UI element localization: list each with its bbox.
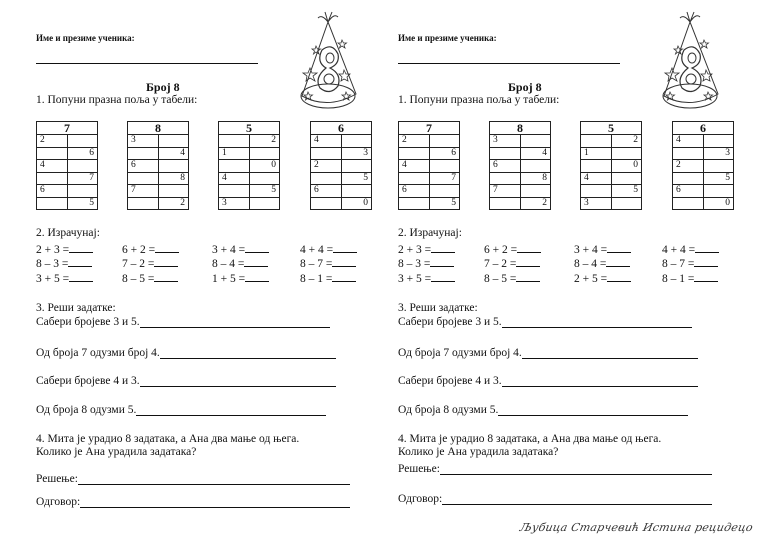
task-4-problem — [36, 433, 376, 459]
equation-text: 1 + 5 = — [212, 273, 246, 285]
solution-label: Решење: — [398, 463, 440, 475]
equation — [122, 243, 179, 256]
table-cell[interactable] — [399, 172, 430, 185]
equation-text: 2 + 5 = — [574, 273, 608, 285]
answer-label: Одговор: — [398, 493, 443, 505]
table-cell: 2 — [673, 160, 704, 173]
table-cell[interactable] — [37, 197, 68, 210]
table-row — [128, 172, 189, 185]
number-table-5 — [580, 121, 642, 210]
table-row — [399, 135, 460, 148]
table-cell: 7 — [490, 185, 521, 198]
answer-blank[interactable] — [154, 272, 178, 282]
equation — [398, 243, 455, 256]
worksheet-left — [36, 0, 406, 543]
task-4-line-1: 4. Мита је урадио 8 задатака, а Ана два мање од њега. — [398, 433, 662, 445]
word-problem — [36, 375, 336, 387]
answer-blank[interactable] — [607, 243, 631, 253]
table-row — [128, 197, 189, 210]
answer-blank[interactable] — [431, 243, 455, 253]
equation — [212, 257, 268, 270]
table-cell: 3 — [219, 197, 250, 210]
table-row — [490, 160, 551, 173]
table-cell: 0 — [703, 197, 734, 210]
table-cell[interactable] — [67, 135, 98, 148]
table-row — [219, 160, 280, 173]
equation — [484, 272, 540, 285]
number-table-8 — [489, 121, 551, 210]
answer-blank[interactable] — [606, 257, 630, 267]
equation-text: 6 + 2 = — [484, 244, 518, 256]
answer-line[interactable] — [522, 347, 698, 359]
table-cell: 2 — [37, 135, 68, 148]
task-4-line-1: 4. Мита је урадио 8 задатака, а Ана два мање од њега. — [36, 433, 300, 445]
answer-blank[interactable] — [430, 257, 454, 267]
task-3-instruction: 3. Реши задатке: — [398, 302, 478, 314]
table-row — [219, 185, 280, 198]
answer-blank[interactable] — [516, 257, 540, 267]
equation-text: 6 + 2 = — [122, 244, 156, 256]
equation — [574, 257, 630, 270]
equation — [662, 272, 718, 285]
number-table-7 — [398, 121, 460, 210]
table-cell[interactable] — [399, 147, 430, 160]
word-problem — [398, 347, 698, 359]
table-cell: 0 — [249, 160, 280, 173]
table-cell: 5 — [249, 185, 280, 198]
table-header: 5 — [219, 122, 280, 135]
table-cell: 5 — [703, 172, 734, 185]
solution-label: Решење: — [36, 473, 78, 485]
table-row — [219, 135, 280, 148]
table-row — [581, 160, 642, 173]
equation — [574, 243, 631, 256]
table-row — [581, 172, 642, 185]
table-cell: 3 — [341, 147, 372, 160]
equation-text: 4 + 4 = — [300, 244, 334, 256]
table-row — [219, 172, 280, 185]
table-cell: 4 — [311, 135, 342, 148]
answer-label: Одговор: — [36, 496, 81, 508]
table-header: 6 — [673, 122, 734, 135]
table-cell[interactable] — [158, 185, 189, 198]
table-cell[interactable] — [673, 197, 704, 210]
equation-text: 3 + 4 = — [212, 244, 246, 256]
answer-blank[interactable] — [431, 272, 455, 282]
table-cell: 8 — [158, 172, 189, 185]
table-cell[interactable] — [581, 135, 612, 148]
table-row — [311, 185, 372, 198]
table-row — [37, 160, 98, 173]
table-header: 8 — [128, 122, 189, 135]
task-3-instruction: 3. Реши задатке: — [36, 302, 116, 314]
table-cell[interactable] — [703, 135, 734, 148]
word-problem-text: Сабери бројеве 3 и 5. — [398, 316, 502, 328]
table-cell: 3 — [128, 135, 159, 148]
task-4-line-2: Колико је Ана урадила задатака? — [398, 446, 559, 458]
table-row — [128, 160, 189, 173]
table-cell: 3 — [490, 135, 521, 148]
word-problem-text: Сабери бројеве 4 и 3. — [398, 375, 502, 387]
answer-line[interactable] — [140, 316, 330, 328]
word-problem — [398, 375, 698, 387]
equation — [36, 257, 92, 270]
equation — [300, 272, 356, 285]
table-cell: 8 — [520, 172, 551, 185]
equation — [484, 257, 540, 270]
equation-text: 3 + 4 = — [574, 244, 608, 256]
table-cell: 5 — [429, 197, 460, 210]
answer-line[interactable] — [502, 375, 698, 387]
table-cell[interactable] — [219, 135, 250, 148]
table-cell: 4 — [673, 135, 704, 148]
student-name-label: Име и презиме ученика: — [36, 33, 135, 43]
task-2-instruction: 2. Израчунај: — [36, 227, 100, 239]
answer-blank[interactable] — [332, 257, 356, 267]
table-cell[interactable] — [249, 172, 280, 185]
table-row — [399, 160, 460, 173]
table-cell: 1 — [581, 147, 612, 160]
table-row — [311, 160, 372, 173]
equation-text: 7 – 2 = — [122, 258, 155, 270]
table-row — [399, 197, 460, 210]
table-row — [581, 135, 642, 148]
table-cell[interactable] — [673, 172, 704, 185]
table-cell[interactable] — [490, 197, 521, 210]
table-cell[interactable] — [311, 197, 342, 210]
table-cell: 4 — [158, 147, 189, 160]
equation-text: 8 – 3 = — [398, 258, 431, 270]
word-problem-text: Од броја 7 одузми број 4. — [398, 347, 522, 359]
table-cell: 2 — [311, 160, 342, 173]
table-cell: 6 — [128, 160, 159, 173]
table-cell[interactable] — [37, 147, 68, 160]
answer-blank[interactable] — [694, 257, 718, 267]
table-cell[interactable] — [520, 160, 551, 173]
table-cell[interactable] — [249, 197, 280, 210]
table-cell[interactable] — [581, 185, 612, 198]
table-cell: 3 — [581, 197, 612, 210]
table-row — [673, 147, 734, 160]
answer-blank[interactable] — [607, 272, 631, 282]
table-cell: 2 — [399, 135, 430, 148]
table-row — [37, 185, 98, 198]
answer-blank[interactable] — [69, 243, 93, 253]
table-cell[interactable] — [520, 185, 551, 198]
word-problem-text: Од броја 7 одузми број 4. — [36, 347, 160, 359]
equation — [122, 272, 178, 285]
equation — [36, 272, 93, 285]
student-name-line[interactable] — [36, 63, 258, 64]
word-problem — [36, 347, 336, 359]
table-cell: 3 — [703, 147, 734, 160]
table-row — [311, 147, 372, 160]
table-row — [128, 185, 189, 198]
table-cell[interactable] — [67, 185, 98, 198]
answer-row — [36, 496, 350, 508]
word-problem-text: Од броја 8 одузми 5. — [398, 404, 499, 416]
equation-text: 8 – 1 = — [662, 273, 695, 285]
table-header: 8 — [490, 122, 551, 135]
table-cell[interactable] — [520, 135, 551, 148]
table-row — [673, 172, 734, 185]
answer-blank[interactable] — [516, 272, 540, 282]
table-row — [37, 172, 98, 185]
table-cell: 6 — [67, 147, 98, 160]
table-row — [219, 197, 280, 210]
word-problem-text: Сабери бројеве 4 и 3. — [36, 375, 140, 387]
table-row — [581, 147, 642, 160]
equation — [122, 257, 178, 270]
table-cell[interactable] — [490, 147, 521, 160]
equation-text: 3 + 5 = — [36, 273, 70, 285]
task-1-instruction: 1. Попуни празна поља у табели: — [398, 94, 560, 106]
worksheet-title: Број 8 — [508, 80, 542, 94]
table-header: 6 — [311, 122, 372, 135]
equation — [398, 272, 455, 285]
table-cell[interactable] — [703, 185, 734, 198]
equation — [662, 243, 719, 256]
table-cell[interactable] — [158, 160, 189, 173]
table-cell: 0 — [611, 160, 642, 173]
equation — [484, 243, 541, 256]
table-row — [219, 147, 280, 160]
table-cell[interactable] — [611, 147, 642, 160]
equation — [36, 243, 93, 256]
table-cell: 6 — [490, 160, 521, 173]
solution-line[interactable] — [78, 473, 350, 485]
answer-line[interactable] — [502, 316, 692, 328]
table-cell: 5 — [341, 172, 372, 185]
equation-text: 2 + 3 = — [398, 244, 432, 256]
table-row — [673, 160, 734, 173]
equation-text: 8 – 4 = — [212, 258, 245, 270]
answer-blank[interactable] — [245, 243, 269, 253]
table-header: 7 — [399, 122, 460, 135]
table-row — [581, 197, 642, 210]
table-cell: 2 — [611, 135, 642, 148]
table-cell: 4 — [520, 147, 551, 160]
table-cell[interactable] — [249, 147, 280, 160]
table-row — [673, 185, 734, 198]
answer-line[interactable] — [160, 347, 336, 359]
table-row — [490, 172, 551, 185]
word-problem — [36, 404, 326, 416]
table-cell[interactable] — [611, 197, 642, 210]
table-row — [490, 185, 551, 198]
equation — [300, 257, 356, 270]
equation-text: 7 – 2 = — [484, 258, 517, 270]
table-cell: 6 — [673, 185, 704, 198]
answer-blank[interactable] — [332, 272, 356, 282]
equation — [574, 272, 631, 285]
student-name-line[interactable] — [398, 63, 620, 64]
worksheet-right — [398, 0, 768, 543]
table-cell: 2 — [158, 197, 189, 210]
equation-text: 8 – 3 = — [36, 258, 69, 270]
equation-text: 8 – 7 = — [662, 258, 695, 270]
answer-line[interactable] — [498, 404, 688, 416]
equation — [212, 243, 269, 256]
student-name-label: Име и презиме ученика: — [398, 33, 497, 43]
table-row — [673, 135, 734, 148]
equation-text: 2 + 3 = — [36, 244, 70, 256]
table-cell: 6 — [399, 185, 430, 198]
equation — [212, 272, 269, 285]
table-row — [311, 172, 372, 185]
equation — [300, 243, 357, 256]
table-row — [128, 135, 189, 148]
equation-text: 8 – 7 = — [300, 258, 333, 270]
table-cell: 4 — [399, 160, 430, 173]
table-cell: 5 — [611, 185, 642, 198]
table-cell[interactable] — [341, 185, 372, 198]
table-cell: 2 — [520, 197, 551, 210]
answer-blank[interactable] — [155, 243, 179, 253]
number-table-6 — [672, 121, 734, 210]
table-row — [37, 135, 98, 148]
equation-text: 8 – 4 = — [574, 258, 607, 270]
word-problem — [398, 316, 692, 328]
table-row — [490, 147, 551, 160]
equation-text: 8 – 1 = — [300, 273, 333, 285]
table-cell: 7 — [429, 172, 460, 185]
author-signature: Љубица Старчевић Истина рецидецо — [518, 521, 755, 534]
table-row — [581, 185, 642, 198]
equation — [398, 257, 454, 270]
task-2-instruction: 2. Израчунај: — [398, 227, 462, 239]
number-table-5 — [218, 121, 280, 210]
answer-line[interactable] — [80, 496, 350, 508]
number-table-7 — [36, 121, 98, 210]
equation — [662, 257, 718, 270]
table-cell: 6 — [429, 147, 460, 160]
answer-blank[interactable] — [244, 257, 268, 267]
table-cell[interactable] — [67, 160, 98, 173]
table-cell: 1 — [219, 147, 250, 160]
table-cell[interactable] — [673, 147, 704, 160]
table-cell: 0 — [341, 197, 372, 210]
equation-text: 8 – 5 = — [122, 273, 155, 285]
table-cell: 7 — [67, 172, 98, 185]
table-cell[interactable] — [341, 160, 372, 173]
word-problem-text: Од броја 8 одузми 5. — [36, 404, 137, 416]
equation-text: 8 – 5 = — [484, 273, 517, 285]
table-cell[interactable] — [128, 172, 159, 185]
number-tables — [36, 121, 376, 215]
table-cell: 2 — [249, 135, 280, 148]
table-row — [128, 147, 189, 160]
table-cell[interactable] — [219, 160, 250, 173]
answer-blank[interactable] — [695, 243, 719, 253]
answer-blank[interactable] — [154, 257, 178, 267]
table-row — [490, 135, 551, 148]
table-cell: 7 — [128, 185, 159, 198]
answer-line[interactable] — [140, 375, 336, 387]
word-problem — [398, 404, 688, 416]
table-cell: 5 — [67, 197, 98, 210]
table-row — [490, 197, 551, 210]
task-4-problem — [398, 433, 738, 459]
table-cell[interactable] — [341, 135, 372, 148]
answer-line[interactable] — [442, 493, 712, 505]
number-table-6 — [310, 121, 372, 210]
table-cell[interactable] — [128, 197, 159, 210]
table-header: 7 — [37, 122, 98, 135]
table-cell[interactable] — [37, 172, 68, 185]
equation-text: 3 + 5 = — [398, 273, 432, 285]
word-problem — [36, 316, 330, 328]
task-1-instruction: 1. Попуни празна поља у табели: — [36, 94, 198, 106]
table-row — [37, 197, 98, 210]
word-problem-text: Сабери бројеве 3 и 5. — [36, 316, 140, 328]
answer-blank[interactable] — [69, 272, 93, 282]
table-cell[interactable] — [399, 197, 430, 210]
answer-blank[interactable] — [517, 243, 541, 253]
table-cell: 4 — [581, 172, 612, 185]
answer-line[interactable] — [136, 404, 326, 416]
answer-blank[interactable] — [333, 243, 357, 253]
solution-row — [398, 463, 712, 475]
table-cell[interactable] — [581, 160, 612, 173]
number-table-8 — [127, 121, 189, 210]
table-cell[interactable] — [219, 185, 250, 198]
task-4-line-2: Колико је Ана урадила задатака? — [36, 446, 197, 458]
equation-text: 4 + 4 = — [662, 244, 696, 256]
number-eight-hat-illustration — [654, 10, 726, 112]
table-cell[interactable] — [429, 185, 460, 198]
table-header: 5 — [581, 122, 642, 135]
table-row — [399, 147, 460, 160]
answer-blank[interactable] — [245, 272, 269, 282]
table-cell[interactable] — [429, 135, 460, 148]
table-cell[interactable] — [429, 160, 460, 173]
table-cell: 6 — [311, 185, 342, 198]
table-cell[interactable] — [158, 135, 189, 148]
table-cell: 6 — [37, 185, 68, 198]
answer-blank[interactable] — [68, 257, 92, 267]
answer-row — [398, 493, 712, 505]
table-row — [399, 172, 460, 185]
table-cell[interactable] — [128, 147, 159, 160]
table-cell[interactable] — [490, 172, 521, 185]
number-eight-hat-illustration — [292, 10, 364, 112]
table-row — [311, 197, 372, 210]
table-cell[interactable] — [311, 172, 342, 185]
table-cell[interactable] — [611, 172, 642, 185]
table-row — [399, 185, 460, 198]
solution-line[interactable] — [440, 463, 712, 475]
table-row — [37, 147, 98, 160]
answer-blank[interactable] — [694, 272, 718, 282]
table-cell[interactable] — [311, 147, 342, 160]
table-cell: 4 — [37, 160, 68, 173]
table-row — [673, 197, 734, 210]
solution-row — [36, 473, 350, 485]
table-cell[interactable] — [703, 160, 734, 173]
number-tables — [398, 121, 738, 215]
worksheet-title: Број 8 — [146, 80, 180, 94]
table-cell: 4 — [219, 172, 250, 185]
table-row — [311, 135, 372, 148]
